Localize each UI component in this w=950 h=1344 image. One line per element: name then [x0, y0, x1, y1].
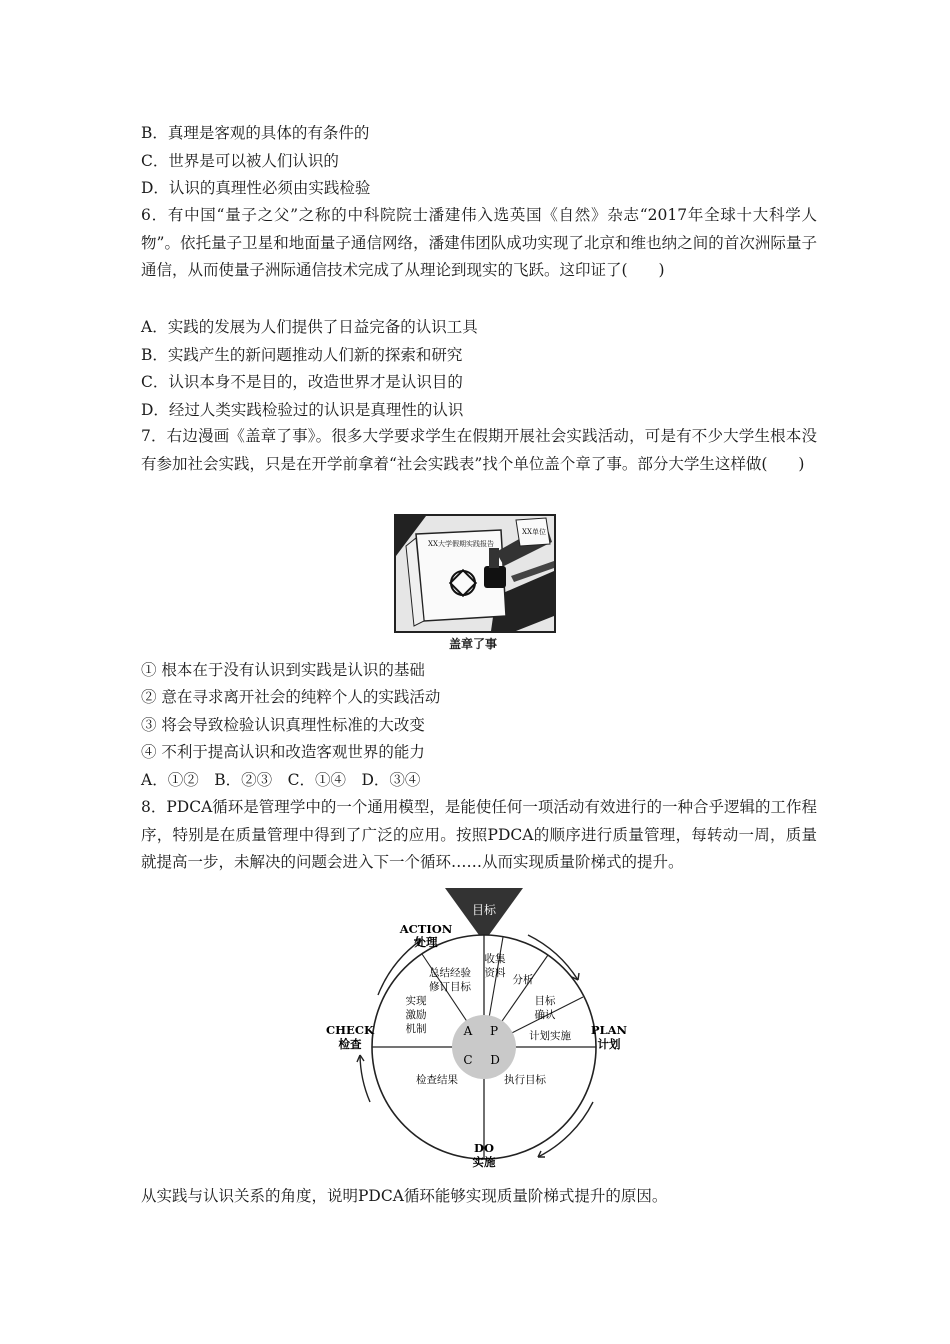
- do-en: DO: [474, 1141, 494, 1155]
- q8-question: 从实践与认识关系的角度，说明PDCA循环能够实现质量阶梯式提升的原因。: [141, 1187, 668, 1205]
- seg-collect-2: 资料: [484, 967, 506, 979]
- seg-incent-2: 激励: [405, 1009, 427, 1021]
- seg-summary-2: 修订目标: [429, 981, 471, 993]
- goal-label: 目标: [471, 903, 497, 917]
- cartoon-image: [394, 514, 556, 633]
- seg-confirm-2: 确认: [534, 1009, 556, 1021]
- check-cn: 检查: [338, 1037, 362, 1051]
- plan-cn: 计划: [597, 1037, 621, 1051]
- do-cn: 实施: [472, 1155, 496, 1169]
- cartoon-caption: 盖章了事: [449, 637, 498, 651]
- seg-incent-3: 机制: [405, 1023, 427, 1035]
- seg-check: 检查结果: [416, 1074, 458, 1086]
- cartoon-stamp-text: XX单位: [522, 528, 546, 536]
- seg-summary-1: 总结经验: [429, 967, 471, 979]
- seg-incent-1: 实现: [405, 995, 427, 1007]
- q6-option-d: D．经过人类实践检验过的认识是真理性的认识: [141, 401, 464, 419]
- seg-plan: 计划实施: [529, 1030, 571, 1042]
- q7-item-3: ③ 将会导致检验认识真理性标准的大改变: [141, 716, 425, 734]
- label-d: D: [490, 1053, 500, 1067]
- seg-do: 执行目标: [504, 1074, 546, 1086]
- pdca-diagram: [318, 880, 648, 1180]
- q7-choices: A．①② B．②③ C．①④ D．③④: [141, 771, 421, 789]
- cartoon-doc-text: XX大学假期实践报告: [428, 540, 494, 548]
- q5-option-c: C．世界是可以被人们认识的: [141, 152, 339, 170]
- label-p: P: [489, 1024, 499, 1038]
- q5-option-b: B．真理是客观的具体的有条件的: [141, 124, 370, 142]
- action-en: ACTION: [399, 922, 453, 936]
- seg-confirm-1: 目标: [534, 995, 556, 1007]
- q7-stem: 7．右边漫画《盖章了事》。很多大学要求学生在假期开展社会实践活动，可是有不少大学生根本没有参加社会实践，只是在开学前拿着“社会实践表”找个单位盖个章了事。部分大学生这样做( ): [141, 427, 817, 473]
- q6-stem: 6．有中国“量子之父”之称的中科院院士潘建伟入选英国《自然》杂志“2017年全球十大科学人物”。依托量子卫星和地面量子通信网络，潘建伟团队成功实现了北京和维也纳之间的首次洲际量子通信，从而使量子洲际通信技术完成了从理论到现实的飞跃。这印证了( ): [141, 206, 817, 279]
- seg-analyze: 分析: [512, 974, 534, 986]
- action-cn: 处理: [414, 935, 438, 949]
- label-c: C: [463, 1053, 473, 1067]
- q6-option-c: C．认识本身不是目的，改造世界才是认识目的: [141, 373, 463, 391]
- label-a: A: [463, 1024, 473, 1038]
- plan-en: PLAN: [590, 1023, 628, 1037]
- q7-item-2: ② 意在寻求离开社会的纯粹个人的实践活动: [141, 688, 441, 706]
- q6-option-b: B．实践产生的新问题推动人们新的探索和研究: [141, 346, 463, 364]
- q7-item-1: ① 根本在于没有认识到实践是认识的基础: [141, 661, 425, 679]
- q8-stem: 8．PDCA循环是管理学中的一个通用模型，是能使任何一项活动有效进行的一种合乎逻辑的工作程序，特别是在质量管理中得到了广泛的应用。按照PDCA的顺序进行质量管理，每转动一周，质量就提高一步，未解决的问题会进入下一个循环……从而实现质量阶梯式的提升。: [141, 798, 817, 871]
- seg-collect-1: 收集: [484, 953, 506, 965]
- q5-option-d: D．认识的真理性必须由实践检验: [141, 179, 371, 197]
- check-en: CHECK: [326, 1023, 374, 1037]
- q7-item-4: ④ 不利于提高认识和改造客观世界的能力: [141, 743, 425, 761]
- q6-option-a: A．实践的发展为人们提供了日益完备的认识工具: [141, 318, 478, 336]
